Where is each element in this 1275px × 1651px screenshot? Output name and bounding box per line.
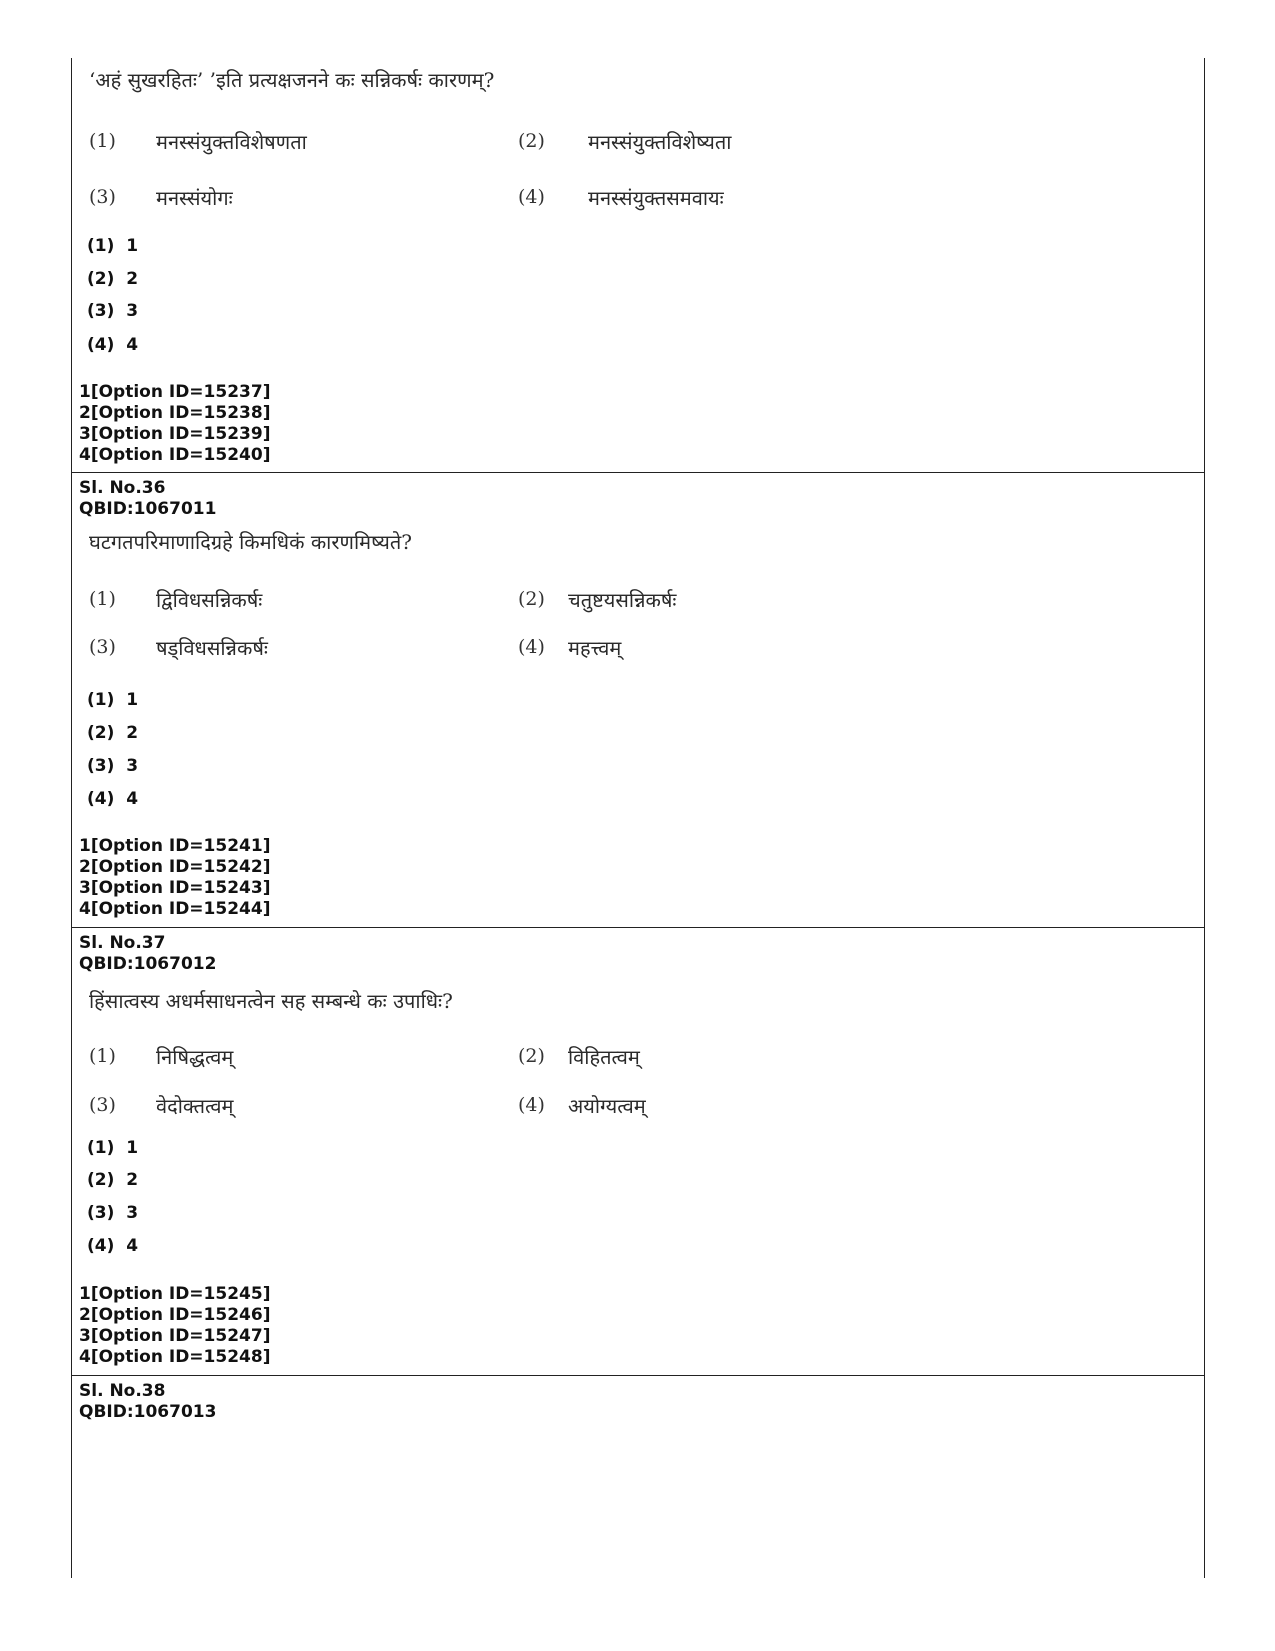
question-text: हिंसात्वस्य अधर्मसाधनत्वेन सह सम्बन्धे कः उपाधिः? bbox=[89, 989, 453, 1013]
answer-choice: (2) 2 bbox=[87, 1170, 139, 1190]
option-text: मनस्संयोगः bbox=[156, 186, 233, 210]
option-text: महत्त्वम् bbox=[568, 636, 622, 660]
option-number: (4) bbox=[518, 1094, 545, 1116]
option-text: वेदोक्तत्वम् bbox=[156, 1094, 234, 1118]
option-id-list bbox=[79, 1284, 270, 1368]
option-number: (1) bbox=[89, 588, 116, 610]
option-number: (2) bbox=[518, 130, 545, 152]
option-id: 4[Option ID=15248] bbox=[79, 1347, 271, 1367]
option-id: 2[Option ID=15246] bbox=[79, 1305, 271, 1325]
answer-choice: (3) 3 bbox=[87, 1203, 139, 1223]
option-text: षड्विधसन्निकर्षः bbox=[156, 636, 268, 660]
answer-choice: (3) 3 bbox=[87, 301, 139, 321]
question-text: ‘अहं सुखरहितः’ ’इति प्रत्यक्षजनने कः सन्निकर्षः कारणम्? bbox=[89, 68, 495, 92]
question-block-35 bbox=[71, 58, 1205, 472]
option-id: 3[Option ID=15243] bbox=[79, 878, 271, 898]
option-text: निषिद्धत्वम् bbox=[156, 1045, 234, 1069]
answer-choice: (4) 4 bbox=[87, 1236, 139, 1256]
option-id-list bbox=[79, 836, 270, 920]
option-text: मनस्संयुक्तविशेषणता bbox=[156, 130, 307, 154]
question-block-36 bbox=[71, 472, 1205, 927]
serial-number: Sl. No.37 bbox=[79, 933, 166, 953]
option-number: (3) bbox=[89, 186, 116, 208]
option-id-list bbox=[79, 382, 270, 466]
option-id: 1[Option ID=15241] bbox=[79, 836, 271, 856]
question-block-38 bbox=[71, 1375, 1205, 1575]
answer-choice: (2) 2 bbox=[87, 723, 139, 743]
option-number: (2) bbox=[518, 588, 545, 610]
option-id: 3[Option ID=15247] bbox=[79, 1326, 271, 1346]
option-id: 2[Option ID=15238] bbox=[79, 403, 271, 423]
option-text: मनस्संयुक्तविशेष्यता bbox=[588, 130, 732, 154]
question-block-37 bbox=[71, 927, 1205, 1375]
qbid: QBID:1067013 bbox=[79, 1402, 217, 1422]
qbid: QBID:1067011 bbox=[79, 499, 217, 519]
option-id: 4[Option ID=15244] bbox=[79, 899, 271, 919]
option-id: 1[Option ID=15237] bbox=[79, 382, 271, 402]
answer-choice: (3) 3 bbox=[87, 756, 139, 776]
answer-choice: (4) 4 bbox=[87, 789, 139, 809]
serial-number: Sl. No.36 bbox=[79, 478, 166, 498]
serial-number: Sl. No.38 bbox=[79, 1381, 166, 1401]
option-number: (3) bbox=[89, 1094, 116, 1116]
option-text: मनस्संयुक्तसमवायः bbox=[588, 186, 724, 210]
option-text: द्विविधसन्निकर्षः bbox=[156, 588, 263, 612]
answer-choice: (1) 1 bbox=[87, 690, 139, 710]
answer-choice: (1) 1 bbox=[87, 1138, 139, 1158]
option-text: चतुष्टयसन्निकर्षः bbox=[568, 588, 677, 612]
answer-choice: (1) 1 bbox=[87, 236, 139, 256]
option-number: (3) bbox=[89, 636, 116, 658]
option-id: 4[Option ID=15240] bbox=[79, 445, 271, 465]
answer-choice: (4) 4 bbox=[87, 335, 139, 355]
option-number: (2) bbox=[518, 1045, 545, 1067]
qbid: QBID:1067012 bbox=[79, 954, 217, 974]
option-id: 3[Option ID=15239] bbox=[79, 424, 271, 444]
option-id: 2[Option ID=15242] bbox=[79, 857, 271, 877]
option-text: अयोग्यत्वम् bbox=[568, 1094, 646, 1118]
option-number: (1) bbox=[89, 1045, 116, 1067]
question-text: घटगतपरिमाणादिग्रहे किमधिकं कारणमिष्यते? bbox=[89, 530, 412, 554]
option-id: 1[Option ID=15245] bbox=[79, 1284, 271, 1304]
option-number: (1) bbox=[89, 130, 116, 152]
option-number: (4) bbox=[518, 186, 545, 208]
answer-choice: (2) 2 bbox=[87, 269, 139, 289]
option-text: विहितत्वम् bbox=[568, 1045, 640, 1069]
option-number: (4) bbox=[518, 636, 545, 658]
